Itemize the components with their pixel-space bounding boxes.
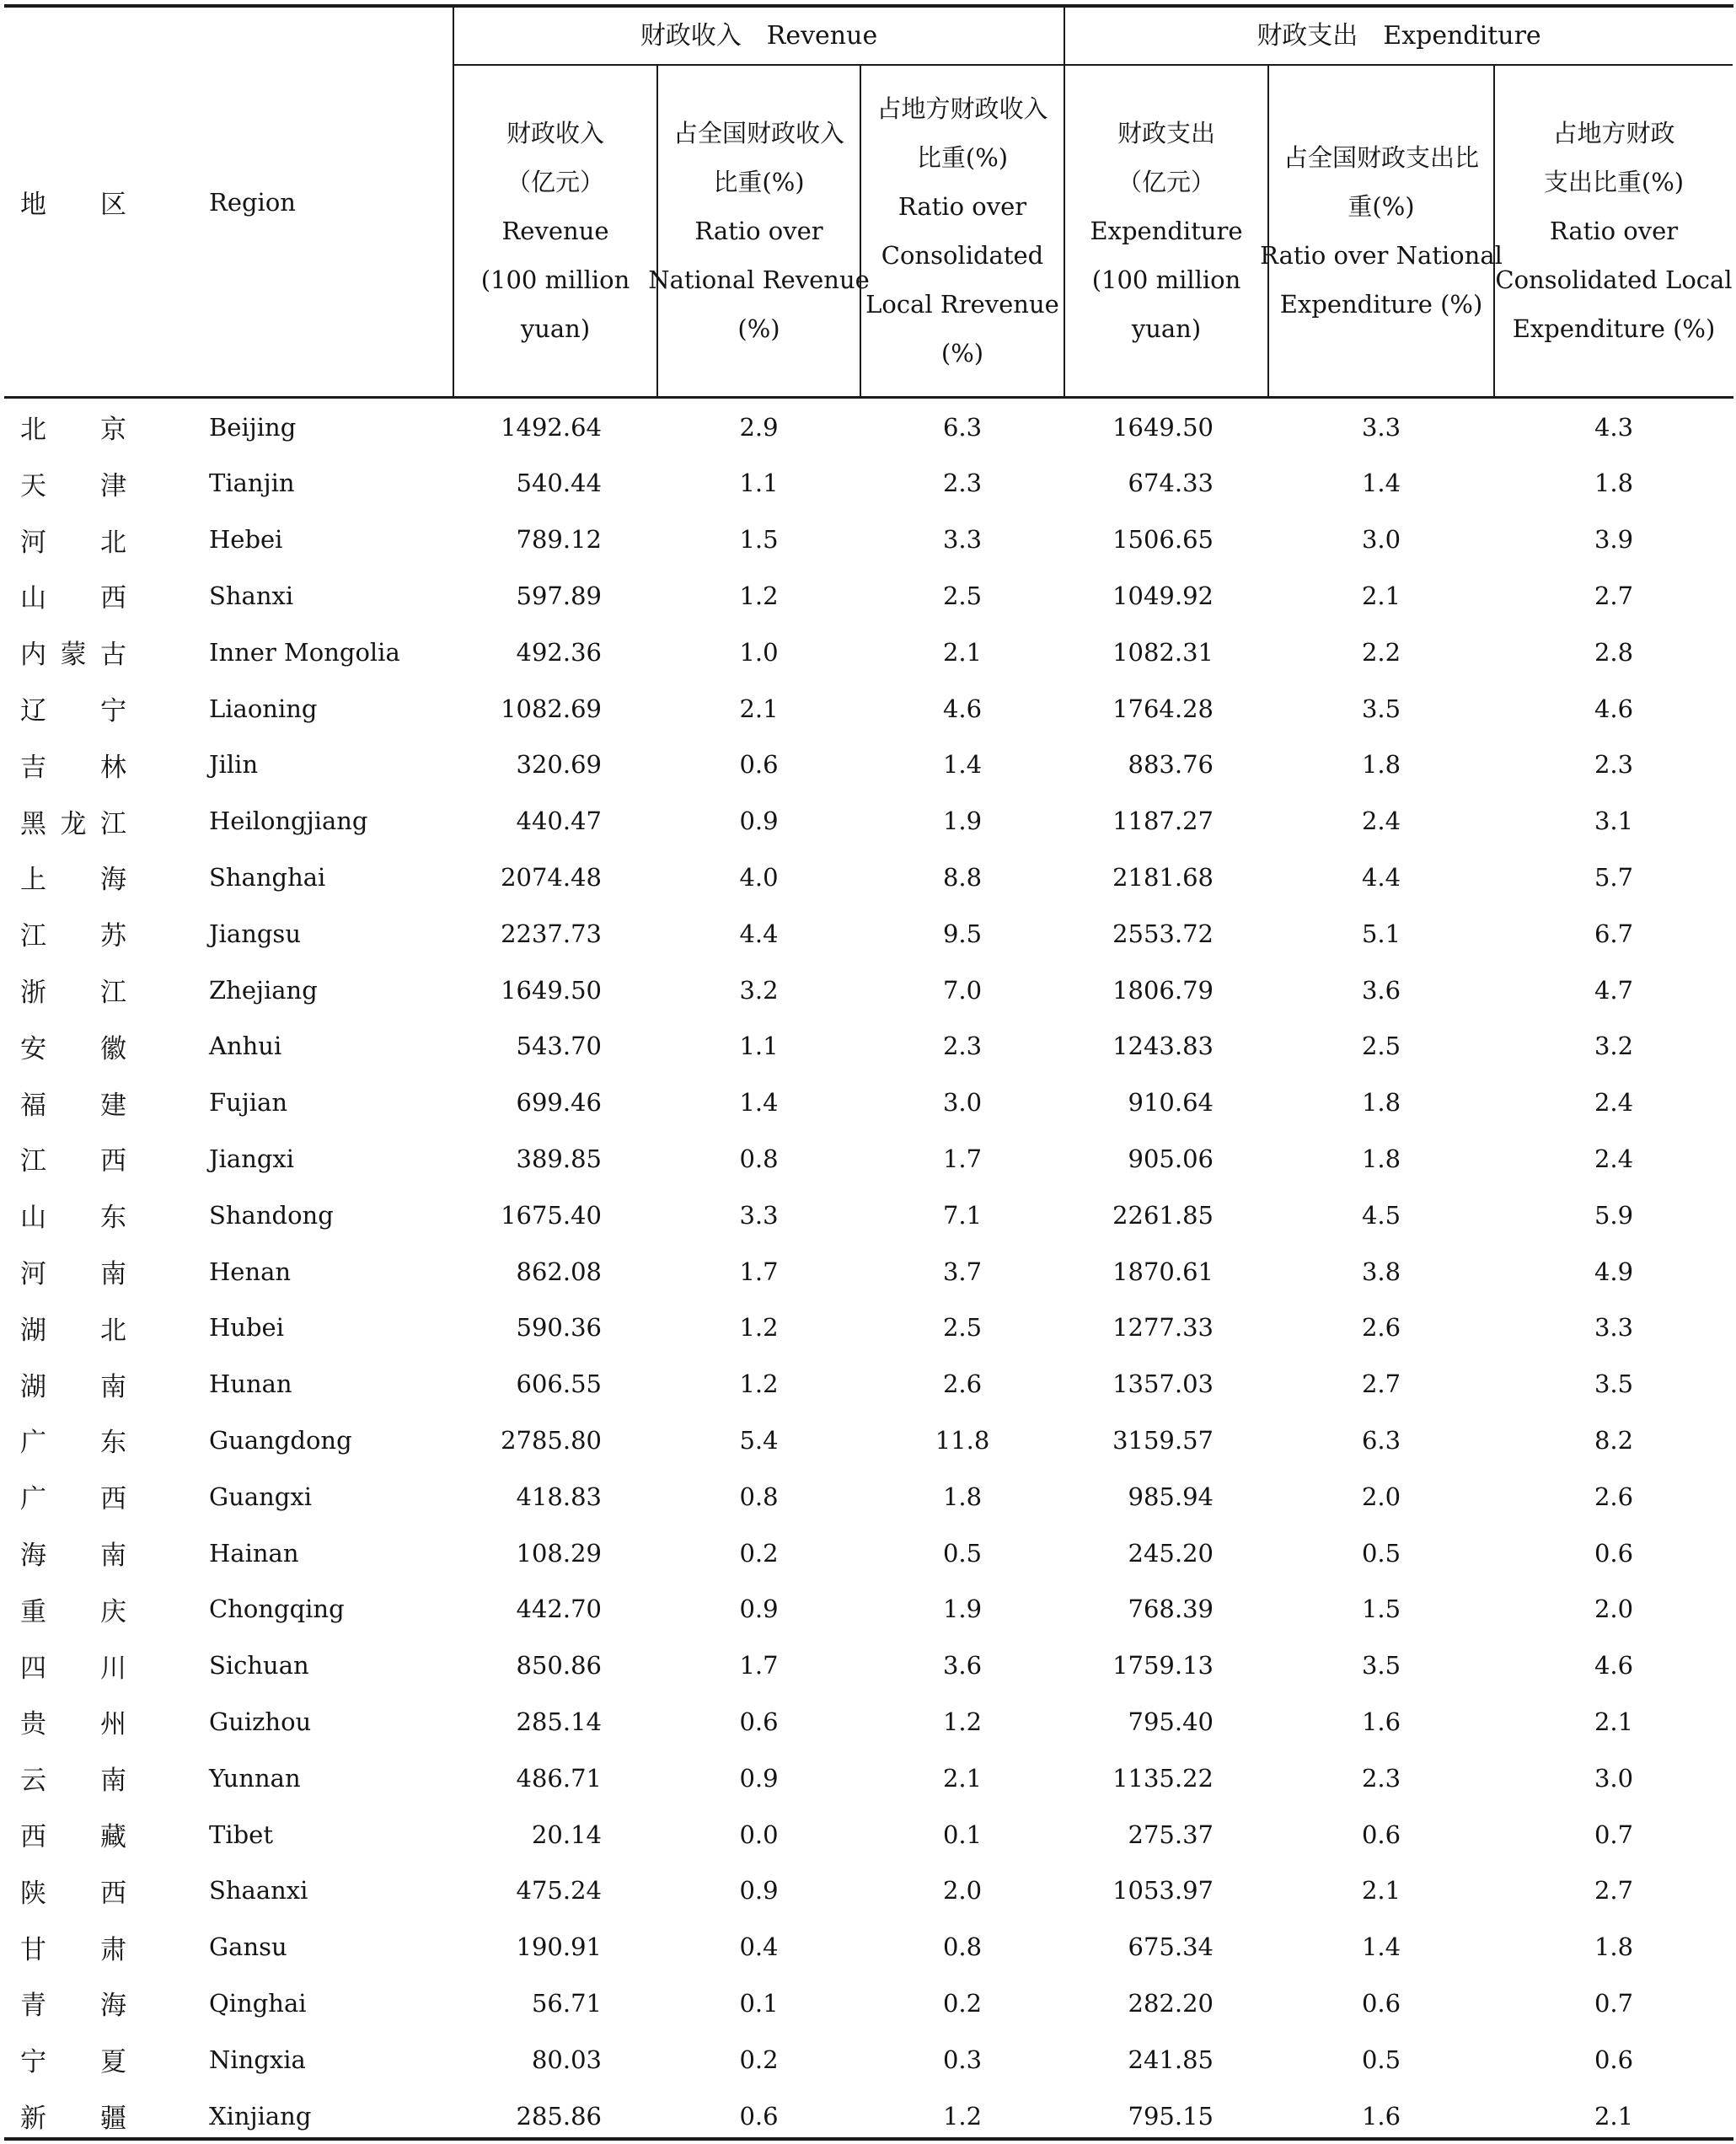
value-cell-rev-loc: 2.5 bbox=[942, 581, 983, 610]
value-cell-expenditure: 241.85 bbox=[1128, 2045, 1214, 2074]
region-zh-cell: 湖 北 bbox=[20, 1315, 126, 1346]
value-cell-exp-loc: 2.6 bbox=[1594, 1482, 1634, 1511]
value-cell-rev-loc: 1.9 bbox=[942, 807, 983, 836]
col-header-expenditure bbox=[1065, 66, 1267, 396]
region-zh-cell: 青 海 bbox=[20, 1991, 126, 2022]
value-cell-rev-loc: 2.0 bbox=[942, 1876, 983, 1905]
value-cell-exp-nat: 3.6 bbox=[1361, 975, 1401, 1005]
region-zh-cell: 北 京 bbox=[20, 415, 126, 445]
region-en-cell: Anhui bbox=[209, 1032, 282, 1061]
value-cell-rev-nat: 0.2 bbox=[739, 2045, 779, 2074]
col-header-line: (100 million bbox=[480, 265, 630, 294]
region-en-cell: Gansu bbox=[209, 1932, 287, 1962]
value-cell-exp-loc: 3.0 bbox=[1594, 1763, 1634, 1793]
value-cell-exp-nat: 0.6 bbox=[1361, 1988, 1401, 2018]
value-cell-exp-loc: 4.6 bbox=[1594, 694, 1634, 723]
region-zh-cell: 河 南 bbox=[20, 1259, 126, 1289]
region-zh-cell: 广 东 bbox=[20, 1428, 126, 1459]
region-zh-cell: 陕 西 bbox=[20, 1878, 126, 1909]
value-cell-exp-loc: 8.2 bbox=[1594, 1425, 1634, 1455]
value-cell-exp-loc: 2.1 bbox=[1594, 1707, 1634, 1736]
revenue-group-header: 财政收入 Revenue bbox=[640, 20, 878, 51]
value-cell-revenue: 2237.73 bbox=[501, 919, 602, 948]
value-cell-rev-loc: 2.1 bbox=[942, 637, 983, 667]
region-en-cell: Yunnan bbox=[209, 1763, 301, 1793]
value-cell-expenditure: 2553.72 bbox=[1112, 919, 1214, 948]
value-cell-rev-loc: 1.4 bbox=[942, 750, 983, 780]
region-en-cell: Tibet bbox=[209, 1820, 273, 1849]
value-cell-expenditure: 883.76 bbox=[1128, 750, 1214, 780]
value-cell-exp-nat: 2.3 bbox=[1361, 1763, 1401, 1793]
region-zh-cell: 河 北 bbox=[20, 527, 126, 558]
col-header-line: National Revenue bbox=[648, 265, 870, 294]
value-cell-rev-nat: 0.8 bbox=[739, 1144, 779, 1173]
value-cell-expenditure: 1243.83 bbox=[1112, 1032, 1214, 1061]
value-cell-rev-loc: 4.6 bbox=[942, 694, 983, 723]
value-cell-exp-loc: 5.9 bbox=[1594, 1200, 1634, 1230]
value-cell-expenditure: 1049.92 bbox=[1112, 581, 1214, 610]
value-cell-rev-nat: 1.7 bbox=[739, 1257, 779, 1286]
region-en-cell: Henan bbox=[209, 1257, 292, 1286]
value-cell-revenue: 2074.48 bbox=[501, 862, 602, 892]
region-en-cell: Jilin bbox=[209, 750, 259, 780]
value-cell-expenditure: 1759.13 bbox=[1112, 1651, 1214, 1680]
value-cell-rev-loc: 2.5 bbox=[942, 1313, 983, 1343]
region-en-cell: Chongqing bbox=[209, 1595, 345, 1624]
value-cell-exp-loc: 2.7 bbox=[1594, 1876, 1634, 1905]
value-cell-expenditure: 1277.33 bbox=[1112, 1313, 1214, 1343]
region-zh-cell: 贵 州 bbox=[20, 1709, 126, 1740]
value-cell-exp-nat: 3.0 bbox=[1361, 525, 1401, 555]
region-zh-cell: 天 津 bbox=[20, 470, 126, 501]
value-cell-exp-nat: 0.5 bbox=[1361, 2045, 1401, 2074]
value-cell-rev-nat: 1.0 bbox=[739, 637, 779, 667]
value-cell-exp-loc: 2.3 bbox=[1594, 750, 1634, 780]
value-cell-rev-loc: 1.7 bbox=[942, 1144, 983, 1173]
value-cell-expenditure: 795.15 bbox=[1128, 2101, 1214, 2131]
value-cell-rev-nat: 0.9 bbox=[739, 1876, 779, 1905]
region-en-cell: Beijing bbox=[209, 412, 297, 442]
region-zh-header: 地 区 bbox=[20, 190, 126, 220]
col-header-revenue bbox=[454, 66, 656, 396]
value-cell-exp-nat: 3.8 bbox=[1361, 1257, 1401, 1286]
value-cell-exp-nat: 2.4 bbox=[1361, 807, 1401, 836]
value-cell-expenditure: 3159.57 bbox=[1112, 1425, 1214, 1455]
value-cell-revenue: 285.86 bbox=[516, 2101, 602, 2131]
value-cell-exp-loc: 0.6 bbox=[1594, 2045, 1634, 2074]
value-cell-rev-nat: 0.9 bbox=[739, 1763, 779, 1793]
value-cell-exp-nat: 2.0 bbox=[1361, 1482, 1401, 1511]
value-cell-rev-nat: 0.6 bbox=[739, 750, 779, 780]
value-cell-revenue: 862.08 bbox=[516, 1257, 602, 1286]
col-header-line: Expenditure bbox=[1090, 217, 1243, 245]
value-cell-expenditure: 1649.50 bbox=[1112, 412, 1214, 442]
value-cell-rev-loc: 3.0 bbox=[942, 1088, 983, 1118]
value-cell-expenditure: 282.20 bbox=[1128, 1988, 1214, 2018]
region-zh-cell: 江 苏 bbox=[20, 921, 126, 952]
col-header-line: Ratio over bbox=[694, 217, 823, 245]
value-cell-revenue: 597.89 bbox=[516, 581, 602, 610]
value-cell-exp-loc: 4.7 bbox=[1594, 975, 1634, 1005]
region-en-cell: Hunan bbox=[209, 1369, 292, 1399]
value-cell-rev-nat: 3.3 bbox=[739, 1200, 779, 1230]
value-cell-expenditure: 1357.03 bbox=[1112, 1369, 1214, 1399]
value-cell-expenditure: 2261.85 bbox=[1112, 1200, 1214, 1230]
region-zh-cell: 浙 江 bbox=[20, 978, 126, 1008]
col-header-line: Consolidated bbox=[881, 241, 1044, 270]
value-cell-rev-nat: 1.2 bbox=[739, 581, 779, 610]
value-cell-exp-loc: 0.7 bbox=[1594, 1820, 1634, 1849]
region-en-cell: Hainan bbox=[209, 1538, 299, 1568]
value-cell-revenue: 850.86 bbox=[516, 1651, 602, 1680]
value-cell-expenditure: 985.94 bbox=[1128, 1482, 1214, 1511]
region-zh-cell: 四 川 bbox=[20, 1653, 126, 1684]
value-cell-exp-nat: 2.7 bbox=[1361, 1369, 1401, 1399]
value-cell-rev-nat: 0.0 bbox=[739, 1820, 779, 1849]
value-cell-expenditure: 1764.28 bbox=[1112, 694, 1214, 723]
value-cell-revenue: 475.24 bbox=[516, 1876, 602, 1905]
value-cell-revenue: 590.36 bbox=[516, 1313, 602, 1343]
value-cell-revenue: 1675.40 bbox=[501, 1200, 602, 1230]
value-cell-rev-nat: 5.4 bbox=[739, 1425, 779, 1455]
value-cell-exp-nat: 3.3 bbox=[1361, 412, 1401, 442]
col-header-revenue-local-ratio bbox=[861, 66, 1064, 396]
region-en-cell: Shanxi bbox=[209, 581, 294, 610]
value-cell-revenue: 285.14 bbox=[516, 1707, 602, 1736]
value-cell-rev-nat: 1.4 bbox=[739, 1088, 779, 1118]
value-cell-rev-loc: 7.0 bbox=[942, 975, 983, 1005]
value-cell-expenditure: 275.37 bbox=[1128, 1820, 1214, 1849]
value-cell-exp-loc: 2.4 bbox=[1594, 1088, 1634, 1118]
value-cell-rev-loc: 3.3 bbox=[942, 525, 983, 555]
value-cell-expenditure: 1082.31 bbox=[1112, 637, 1214, 667]
value-cell-expenditure: 2181.68 bbox=[1112, 862, 1214, 892]
col-header-line: Expenditure (%) bbox=[1279, 290, 1483, 319]
col-header-line: 财政支出 bbox=[1117, 119, 1215, 147]
value-cell-revenue: 389.85 bbox=[516, 1144, 602, 1173]
col-header-line: Revenue bbox=[501, 217, 609, 245]
value-cell-rev-nat: 1.5 bbox=[739, 525, 779, 555]
region-zh-cell: 新 疆 bbox=[20, 2104, 126, 2134]
value-cell-expenditure: 795.40 bbox=[1128, 1707, 1214, 1736]
value-cell-revenue: 492.36 bbox=[516, 637, 602, 667]
value-cell-rev-nat: 0.1 bbox=[739, 1988, 779, 2018]
value-cell-expenditure: 1135.22 bbox=[1112, 1763, 1214, 1793]
value-cell-revenue: 418.83 bbox=[516, 1482, 602, 1511]
col-header-line: 占全国财政支出比 bbox=[1283, 143, 1479, 172]
region-zh-cell: 吉 林 bbox=[20, 752, 126, 783]
value-cell-rev-loc: 1.2 bbox=[942, 1707, 983, 1736]
value-cell-exp-loc: 2.4 bbox=[1594, 1144, 1634, 1173]
region-en-cell: Liaoning bbox=[209, 694, 318, 723]
value-cell-revenue: 80.03 bbox=[531, 2045, 602, 2074]
value-cell-exp-loc: 4.3 bbox=[1594, 412, 1634, 442]
value-cell-rev-nat: 1.2 bbox=[739, 1369, 779, 1399]
value-cell-exp-nat: 1.6 bbox=[1361, 1707, 1401, 1736]
col-header-expenditure-national-ratio bbox=[1260, 66, 1503, 396]
region-zh-cell: 山 东 bbox=[20, 1203, 126, 1234]
value-cell-expenditure: 1506.65 bbox=[1112, 525, 1214, 555]
value-cell-rev-loc: 8.8 bbox=[942, 862, 983, 892]
col-header-line: Consolidated Local bbox=[1495, 265, 1733, 294]
value-cell-rev-nat: 0.6 bbox=[739, 1707, 779, 1736]
value-cell-exp-nat: 1.8 bbox=[1361, 1088, 1401, 1118]
region-en-cell: Shandong bbox=[209, 1200, 334, 1230]
value-cell-rev-loc: 7.1 bbox=[942, 1200, 983, 1230]
value-cell-expenditure: 1053.97 bbox=[1112, 1876, 1214, 1905]
value-cell-revenue: 320.69 bbox=[516, 750, 602, 780]
region-zh-cell: 上 海 bbox=[20, 865, 126, 896]
region-en-cell: Zhejiang bbox=[209, 975, 318, 1005]
region-en-cell: Heilongjiang bbox=[209, 807, 368, 836]
value-cell-expenditure: 1806.79 bbox=[1112, 975, 1214, 1005]
value-cell-revenue: 1492.64 bbox=[501, 412, 602, 442]
value-cell-exp-loc: 3.2 bbox=[1594, 1032, 1634, 1061]
region-en-cell: Shanghai bbox=[209, 862, 326, 892]
col-header-line: Ratio over bbox=[897, 192, 1027, 221]
col-header-line: yuan) bbox=[1131, 314, 1202, 343]
value-cell-revenue: 56.71 bbox=[531, 1988, 602, 2018]
col-header-line: Expenditure (%) bbox=[1512, 314, 1716, 343]
value-cell-rev-nat: 1.2 bbox=[739, 1313, 779, 1343]
value-cell-revenue: 442.70 bbox=[516, 1595, 602, 1624]
region-zh-cell: 广 西 bbox=[20, 1484, 126, 1515]
value-cell-rev-nat: 1.1 bbox=[739, 1032, 779, 1061]
value-cell-rev-loc: 1.9 bbox=[942, 1595, 983, 1624]
region-zh-cell: 辽 宁 bbox=[20, 696, 126, 726]
value-cell-rev-loc: 2.3 bbox=[942, 469, 983, 498]
value-cell-revenue: 1649.50 bbox=[501, 975, 602, 1005]
region-en-cell: Sichuan bbox=[209, 1651, 309, 1680]
value-cell-exp-nat: 2.2 bbox=[1361, 637, 1401, 667]
value-cell-exp-nat: 2.1 bbox=[1361, 581, 1401, 610]
value-cell-exp-loc: 1.8 bbox=[1594, 469, 1634, 498]
col-header-line: 占地方财政 bbox=[1552, 119, 1675, 147]
value-cell-revenue: 20.14 bbox=[531, 1820, 602, 1849]
col-header-line: 占地方财政收入 bbox=[876, 94, 1048, 123]
expenditure-group-header: 财政支出 Expenditure bbox=[1256, 20, 1541, 51]
value-cell-exp-loc: 2.1 bbox=[1594, 2101, 1634, 2131]
region-zh-cell: 云 南 bbox=[20, 1766, 126, 1797]
value-cell-rev-loc: 11.8 bbox=[935, 1425, 990, 1455]
value-cell-exp-nat: 0.5 bbox=[1361, 1538, 1401, 1568]
region-en-cell: Jiangxi bbox=[209, 1144, 295, 1173]
col-header-line: （亿元） bbox=[506, 168, 604, 196]
region-zh-cell: 宁 夏 bbox=[20, 2047, 126, 2078]
value-cell-rev-loc: 1.8 bbox=[942, 1482, 983, 1511]
value-cell-rev-nat: 0.8 bbox=[739, 1482, 779, 1511]
col-header-line: yuan) bbox=[520, 314, 591, 343]
value-cell-rev-loc: 0.8 bbox=[942, 1932, 983, 1962]
value-cell-exp-loc: 1.8 bbox=[1594, 1932, 1634, 1962]
region-en-cell: Xinjiang bbox=[209, 2101, 312, 2131]
value-cell-rev-nat: 2.1 bbox=[739, 694, 779, 723]
value-cell-rev-nat: 2.9 bbox=[739, 412, 779, 442]
col-header-line: 财政收入 bbox=[506, 119, 604, 147]
value-cell-revenue: 108.29 bbox=[516, 1538, 602, 1568]
value-cell-expenditure: 1870.61 bbox=[1112, 1257, 1214, 1286]
value-cell-revenue: 1082.69 bbox=[501, 694, 602, 723]
value-cell-rev-nat: 1.1 bbox=[739, 469, 779, 498]
value-cell-exp-nat: 1.4 bbox=[1361, 469, 1401, 498]
value-cell-exp-loc: 3.9 bbox=[1594, 525, 1634, 555]
region-en-cell: Ningxia bbox=[209, 2045, 306, 2074]
value-cell-exp-nat: 3.5 bbox=[1361, 1651, 1401, 1680]
value-cell-expenditure: 245.20 bbox=[1128, 1538, 1214, 1568]
value-cell-rev-loc: 0.5 bbox=[942, 1538, 983, 1568]
value-cell-revenue: 540.44 bbox=[516, 469, 602, 498]
value-cell-expenditure: 768.39 bbox=[1128, 1595, 1214, 1624]
value-cell-revenue: 2785.80 bbox=[501, 1425, 602, 1455]
region-en-cell: Shaanxi bbox=[209, 1876, 308, 1905]
value-cell-rev-loc: 0.2 bbox=[942, 1988, 983, 2018]
value-cell-exp-loc: 3.1 bbox=[1594, 807, 1634, 836]
region-zh-cell: 湖 南 bbox=[20, 1371, 126, 1402]
value-cell-rev-loc: 3.7 bbox=[942, 1257, 983, 1286]
col-header-line: （亿元） bbox=[1117, 168, 1215, 196]
value-cell-exp-loc: 2.7 bbox=[1594, 581, 1634, 610]
col-header-line: (%) bbox=[940, 339, 984, 367]
value-cell-exp-loc: 4.9 bbox=[1594, 1257, 1634, 1286]
value-cell-rev-nat: 0.6 bbox=[739, 2101, 779, 2131]
value-cell-revenue: 190.91 bbox=[516, 1932, 602, 1962]
region-zh-cell: 黑 龙 江 bbox=[20, 808, 126, 839]
value-cell-revenue: 699.46 bbox=[516, 1088, 602, 1118]
value-cell-rev-loc: 2.1 bbox=[942, 1763, 983, 1793]
col-header-line: (%) bbox=[737, 314, 780, 343]
value-cell-exp-nat: 5.1 bbox=[1361, 919, 1401, 948]
col-header-line: Ratio over bbox=[1549, 217, 1679, 245]
value-cell-rev-nat: 1.7 bbox=[739, 1651, 779, 1680]
value-cell-rev-loc: 9.5 bbox=[942, 919, 983, 948]
region-zh-cell: 海 南 bbox=[20, 1541, 126, 1571]
col-header-revenue-national-ratio bbox=[648, 66, 870, 396]
value-cell-exp-loc: 5.7 bbox=[1594, 862, 1634, 892]
value-cell-rev-loc: 0.1 bbox=[942, 1820, 983, 1849]
value-cell-expenditure: 910.64 bbox=[1128, 1088, 1214, 1118]
value-cell-exp-nat: 6.3 bbox=[1361, 1425, 1401, 1455]
value-cell-exp-nat: 4.5 bbox=[1361, 1200, 1401, 1230]
value-cell-exp-loc: 3.5 bbox=[1594, 1369, 1634, 1399]
region-zh-cell: 福 建 bbox=[20, 1090, 126, 1121]
col-header-line: Ratio over National bbox=[1260, 241, 1503, 270]
value-cell-exp-nat: 4.4 bbox=[1361, 862, 1401, 892]
region-en-cell: Hebei bbox=[209, 525, 283, 555]
value-cell-rev-loc: 2.3 bbox=[942, 1032, 983, 1061]
value-cell-rev-loc: 1.2 bbox=[942, 2101, 983, 2131]
region-zh-cell: 重 庆 bbox=[20, 1596, 126, 1627]
region-en-cell: Qinghai bbox=[209, 1988, 307, 2018]
value-cell-revenue: 440.47 bbox=[516, 807, 602, 836]
value-cell-revenue: 543.70 bbox=[516, 1032, 602, 1061]
col-header-line: 重(%) bbox=[1348, 192, 1415, 221]
value-cell-exp-nat: 2.5 bbox=[1361, 1032, 1401, 1061]
value-cell-rev-loc: 2.6 bbox=[942, 1369, 983, 1399]
value-cell-rev-nat: 0.2 bbox=[739, 1538, 779, 1568]
region-zh-cell: 西 藏 bbox=[20, 1822, 126, 1852]
region-en-cell: Guizhou bbox=[209, 1707, 312, 1736]
value-cell-rev-nat: 4.4 bbox=[739, 919, 779, 948]
region-en-cell: Jiangsu bbox=[209, 919, 301, 948]
value-cell-rev-loc: 6.3 bbox=[942, 412, 983, 442]
col-header-line: Local Rrevenue bbox=[865, 290, 1059, 319]
value-cell-rev-nat: 4.0 bbox=[739, 862, 779, 892]
value-cell-exp-loc: 2.8 bbox=[1594, 637, 1634, 667]
value-cell-expenditure: 674.33 bbox=[1128, 469, 1214, 498]
value-cell-exp-loc: 4.6 bbox=[1594, 1651, 1634, 1680]
region-en-cell: Fujian bbox=[209, 1088, 288, 1118]
value-cell-revenue: 789.12 bbox=[516, 525, 602, 555]
region-en-cell: Tianjin bbox=[209, 469, 295, 498]
col-header-line: 占全国财政收入 bbox=[672, 119, 844, 147]
col-header-expenditure-local-ratio bbox=[1495, 66, 1733, 396]
value-cell-rev-nat: 0.9 bbox=[739, 1595, 779, 1624]
value-cell-exp-nat: 1.4 bbox=[1361, 1932, 1401, 1962]
value-cell-rev-nat: 3.2 bbox=[739, 975, 779, 1005]
region-en-cell: Hubei bbox=[209, 1313, 284, 1343]
region-en-cell: Inner Mongolia bbox=[209, 637, 400, 667]
region-en-cell: Guangdong bbox=[209, 1425, 352, 1455]
value-cell-exp-loc: 3.3 bbox=[1594, 1313, 1634, 1343]
col-header-line: 比重(%) bbox=[713, 168, 805, 196]
col-header-line: 支出比重(%) bbox=[1543, 168, 1685, 196]
value-cell-rev-loc: 0.3 bbox=[942, 2045, 983, 2074]
region-zh-cell: 甘 肃 bbox=[20, 1934, 126, 1965]
col-header-line: 比重(%) bbox=[916, 143, 1009, 172]
value-cell-exp-nat: 2.6 bbox=[1361, 1313, 1401, 1343]
value-cell-exp-nat: 1.8 bbox=[1361, 750, 1401, 780]
value-cell-exp-nat: 2.1 bbox=[1361, 1876, 1401, 1905]
region-zh-cell: 安 徽 bbox=[20, 1033, 126, 1064]
col-header-line: (100 million bbox=[1091, 265, 1241, 294]
value-cell-revenue: 486.71 bbox=[516, 1763, 602, 1793]
value-cell-exp-loc: 2.0 bbox=[1594, 1595, 1634, 1624]
value-cell-exp-loc: 6.7 bbox=[1594, 919, 1634, 948]
value-cell-exp-nat: 1.6 bbox=[1361, 2101, 1401, 2131]
value-cell-exp-nat: 1.5 bbox=[1361, 1595, 1401, 1624]
region-zh-cell: 江 西 bbox=[20, 1146, 126, 1177]
value-cell-expenditure: 675.34 bbox=[1128, 1932, 1214, 1962]
region-zh-cell: 山 西 bbox=[20, 583, 126, 614]
value-cell-exp-nat: 1.8 bbox=[1361, 1144, 1401, 1173]
value-cell-revenue: 606.55 bbox=[516, 1369, 602, 1399]
region-en-header: Region bbox=[209, 187, 296, 217]
value-cell-exp-loc: 0.7 bbox=[1594, 1988, 1634, 2018]
value-cell-expenditure: 1187.27 bbox=[1112, 807, 1214, 836]
value-cell-rev-nat: 0.4 bbox=[739, 1932, 779, 1962]
value-cell-exp-loc: 0.6 bbox=[1594, 1538, 1634, 1568]
value-cell-rev-nat: 0.9 bbox=[739, 807, 779, 836]
value-cell-rev-loc: 3.6 bbox=[942, 1651, 983, 1680]
value-cell-exp-nat: 3.5 bbox=[1361, 694, 1401, 723]
value-cell-expenditure: 905.06 bbox=[1128, 1144, 1214, 1173]
value-cell-exp-nat: 0.6 bbox=[1361, 1820, 1401, 1849]
region-en-cell: Guangxi bbox=[209, 1482, 313, 1511]
region-zh-cell: 内 蒙 古 bbox=[20, 640, 126, 671]
